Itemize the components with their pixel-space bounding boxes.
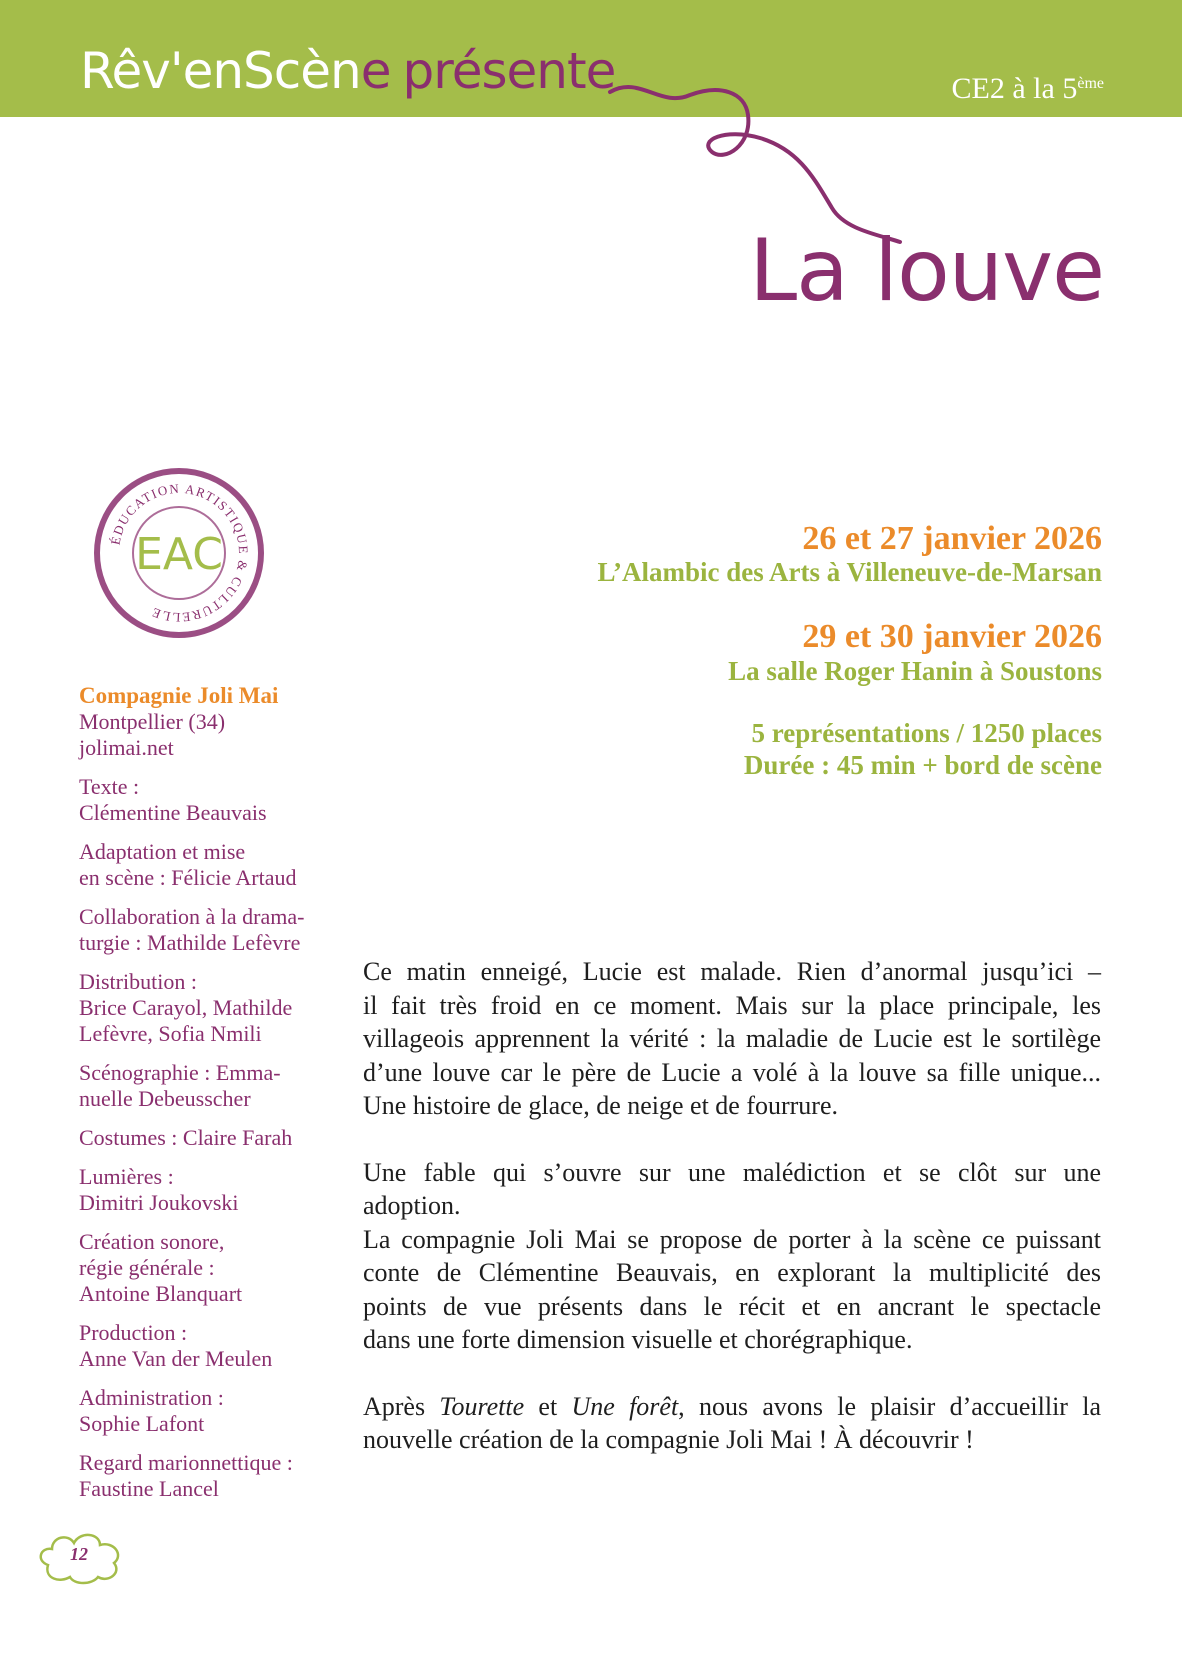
- credit-line: Regard marionnettique :: [79, 1450, 293, 1475]
- text-line: Une fable qui s’ouvre sur une malédiction et se clôt sur une: [363, 1157, 1101, 1187]
- credit-line: turgie : Mathilde Lefèvre: [79, 930, 301, 955]
- show-reference-2: Une forêt: [571, 1391, 679, 1421]
- credit-line: Costumes : Claire Farah: [79, 1125, 293, 1150]
- date-2: 29 et 30 janvier 2026: [802, 618, 1102, 656]
- credit-lighting: [79, 1164, 339, 1216]
- text-line: La compagnie Joli Mai se propose de porter à la scène ce puissant: [363, 1224, 1101, 1254]
- text-fragment: , nous avons le plaisir d’accueillir la: [678, 1391, 1102, 1421]
- show-title: La louve: [749, 221, 1104, 321]
- dates-block: [598, 520, 1102, 782]
- credit-line: Scénographie : Emma-: [79, 1060, 281, 1085]
- text-line: Une histoire de glace, de neige et de fourrure.: [363, 1091, 839, 1120]
- text-line: [363, 1390, 1101, 1424]
- text-fragment: Après: [363, 1391, 440, 1421]
- credit-line: Administration :: [79, 1385, 224, 1410]
- text-line: Ce matin enneigé, Lucie est malade. Rien d’anormal jusqu’ici –: [363, 957, 1101, 986]
- level-text: CE2 à la 5: [951, 72, 1078, 105]
- credit-line: Faustine Lancel: [79, 1476, 219, 1501]
- text-fragment: et: [524, 1391, 572, 1421]
- brand-name: Rêv'enScèn: [80, 42, 361, 100]
- text-line: d’une louve car le père de Lucie a volé à la louve sa fille unique...: [363, 1057, 1101, 1087]
- credit-text: [79, 774, 339, 826]
- credit-line: Texte :: [79, 774, 140, 799]
- credit-line: Clémentine Beauvais: [79, 800, 267, 825]
- company-city: Montpellier (34): [79, 709, 226, 734]
- brand-presents: présente: [402, 42, 616, 100]
- text-line: villageois apprennent la vérité : la maladie de Lucie est le sortilège: [363, 1024, 1101, 1053]
- stamp-center-text: EAC: [135, 529, 223, 580]
- credit-line: Collaboration à la drama-: [79, 904, 305, 929]
- credit-line: Brice Carayol, Mathilde: [79, 995, 293, 1020]
- company-block: [79, 683, 339, 761]
- credit-line: Lumières :: [79, 1164, 174, 1189]
- duration-info: Durée : 45 min + bord de scène: [743, 750, 1102, 781]
- stamp-ring-text: ÉDUCATION ARTISTIQUE & CULTURELLE: [107, 480, 252, 626]
- text-line: il fait très froid en ce moment. Mais sur la place principale, les: [363, 990, 1101, 1020]
- company-website[interactable]: jolimai.net: [79, 735, 174, 760]
- credit-costumes: [79, 1125, 339, 1151]
- show-reference-1: Tourette: [439, 1391, 525, 1421]
- credit-line: Production :: [79, 1320, 188, 1345]
- credit-line: Lefèvre, Sofia Nmili: [79, 1021, 262, 1046]
- credit-line: Création sonore,: [79, 1229, 225, 1254]
- credit-puppetry: [79, 1450, 339, 1502]
- credit-line: régie générale :: [79, 1255, 215, 1280]
- credit-line: Adaptation et mise: [79, 839, 246, 864]
- credit-line: Dimitri Joukovski: [79, 1190, 239, 1215]
- company-name: Compagnie Joli Mai: [79, 683, 279, 708]
- credit-administration: [79, 1385, 339, 1437]
- venue-2: La salle Roger Hanin à Soustons: [728, 655, 1102, 686]
- paragraph-1: [363, 955, 1101, 1123]
- brand-name-last-letter: e: [360, 42, 391, 100]
- credit-line: Distribution :: [79, 969, 197, 994]
- text-line: dans une forte dimension visuelle et chorégraphique.: [363, 1325, 913, 1354]
- credit-cast: [79, 969, 339, 1047]
- date-1: 26 et 27 janvier 2026: [802, 520, 1102, 557]
- credit-line: Anne Van der Meulen: [79, 1346, 273, 1371]
- credit-line: nuelle Debeusscher: [79, 1086, 251, 1111]
- credit-line: en scène : Félicie Artaud: [79, 865, 297, 890]
- page-number: 12: [70, 1544, 88, 1564]
- credit-line: Antoine Blanquart: [79, 1281, 243, 1306]
- description: [363, 955, 1101, 1490]
- credit-scenography: [79, 1060, 339, 1112]
- text-line: nouvelle création de la compagnie Joli Mai ! À découvrir !: [363, 1425, 974, 1454]
- eac-stamp: [93, 467, 265, 639]
- paragraph-2: [363, 1156, 1101, 1357]
- credit-line: Sophie Lafont: [79, 1411, 205, 1436]
- credit-production: [79, 1320, 339, 1372]
- text-line: conte de Clémentine Beauvais, en explorant la multiplicité des: [363, 1258, 1101, 1287]
- text-line: points de vue présents dans le récit et en ancrant le spectacle: [363, 1291, 1101, 1321]
- credits-sidebar: [79, 683, 339, 1515]
- paragraph-3: [363, 1390, 1101, 1457]
- venue-1: L’Alambic des Arts à Villeneuve-de-Marsan: [597, 557, 1102, 588]
- text-line: adoption.: [363, 1191, 461, 1220]
- level-superscript: ème: [1077, 75, 1104, 92]
- credit-sound: [79, 1229, 339, 1307]
- credit-adaptation: [79, 839, 339, 891]
- credit-dramaturgy: [79, 904, 339, 956]
- performances-info: 5 représentations / 1250 places: [751, 717, 1102, 748]
